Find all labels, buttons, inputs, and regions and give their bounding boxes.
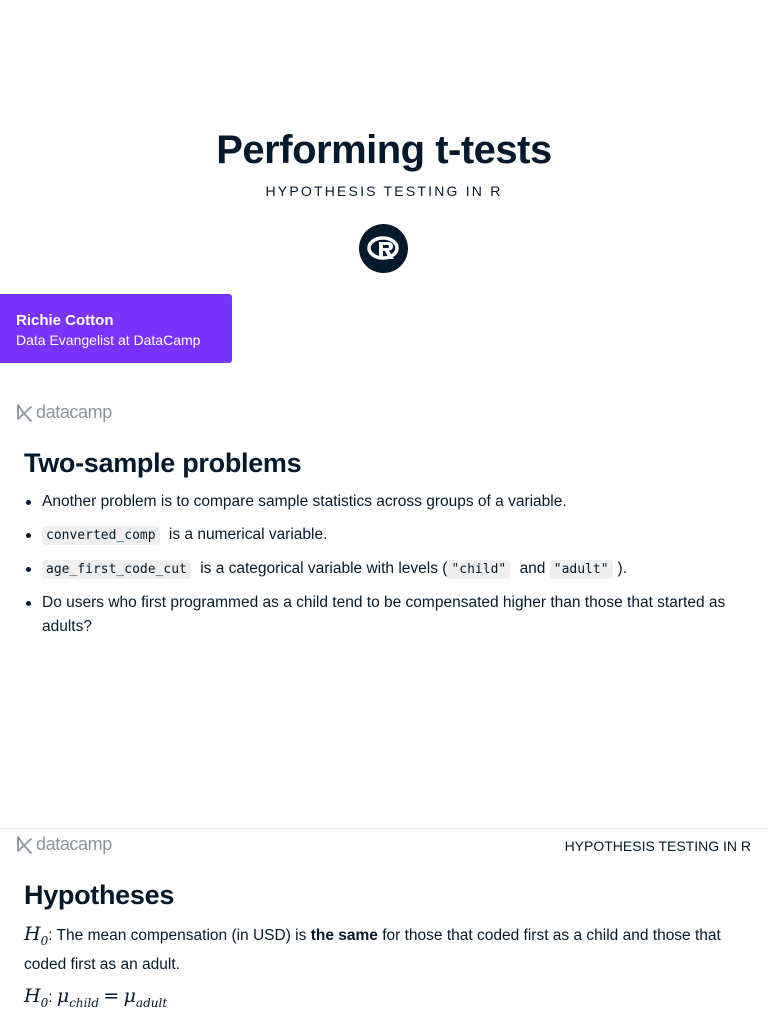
slide-heading-hypotheses: Hypotheses	[24, 880, 175, 910]
h0-symbol: $H_0$	[24, 923, 49, 948]
datacamp-wordmark: datacamp	[36, 402, 112, 422]
slide-title: Performing t-tests	[216, 128, 552, 172]
slide-subtitle: HYPOTHESIS TESTING IN R	[265, 183, 503, 199]
datacamp-mark-icon	[16, 835, 33, 855]
author-role: Data Evangelist at DataCamp	[16, 332, 201, 348]
bullet-text: Another problem is to compare sample statistics across groups of a variable.	[42, 493, 567, 510]
list-item	[24, 591, 744, 639]
datacamp-mark-icon	[16, 403, 33, 423]
h0-emphasis: the same	[310, 927, 378, 944]
datacamp-logo	[16, 402, 112, 423]
slide-divider	[0, 828, 768, 829]
r-logo-icon	[359, 224, 408, 273]
bullet-text: is a numerical variable.	[168, 526, 328, 543]
code-age-first-code-cut: age_first_code_cut	[42, 560, 191, 579]
h0-text-a: : The mean compensation (in USD) is	[48, 927, 307, 944]
code-child: "child"	[447, 560, 510, 579]
list-item	[24, 557, 744, 582]
list-item	[24, 523, 744, 548]
bullet-text: Do users who first programmed as a child tend to be compensated higher than those that started as adults?	[42, 594, 726, 635]
h0-text-b: for those that coded first as a child and those that coded first as an adult.	[24, 927, 721, 973]
bullet-text: and	[519, 560, 546, 577]
datacamp-wordmark: datacamp	[36, 834, 112, 854]
code-adult: "adult"	[550, 560, 613, 579]
datacamp-logo	[16, 834, 112, 855]
bullet-text: is a categorical variable with levels (	[200, 560, 448, 577]
author-box	[0, 294, 232, 363]
null-hypothesis-formula: $H_0$: $\mu_{child} = \mu_{adult}$	[24, 985, 168, 1010]
list-item	[24, 490, 744, 514]
course-name-header: HYPOTHESIS TESTING IN R	[564, 838, 751, 854]
slide-heading-two-sample: Two-sample problems	[24, 448, 302, 478]
bullet-text: ).	[617, 560, 628, 577]
bullet-list	[24, 490, 744, 648]
code-converted-comp: converted_comp	[42, 526, 160, 545]
author-name: Richie Cotton	[16, 312, 114, 329]
null-hypothesis-text	[24, 922, 736, 977]
